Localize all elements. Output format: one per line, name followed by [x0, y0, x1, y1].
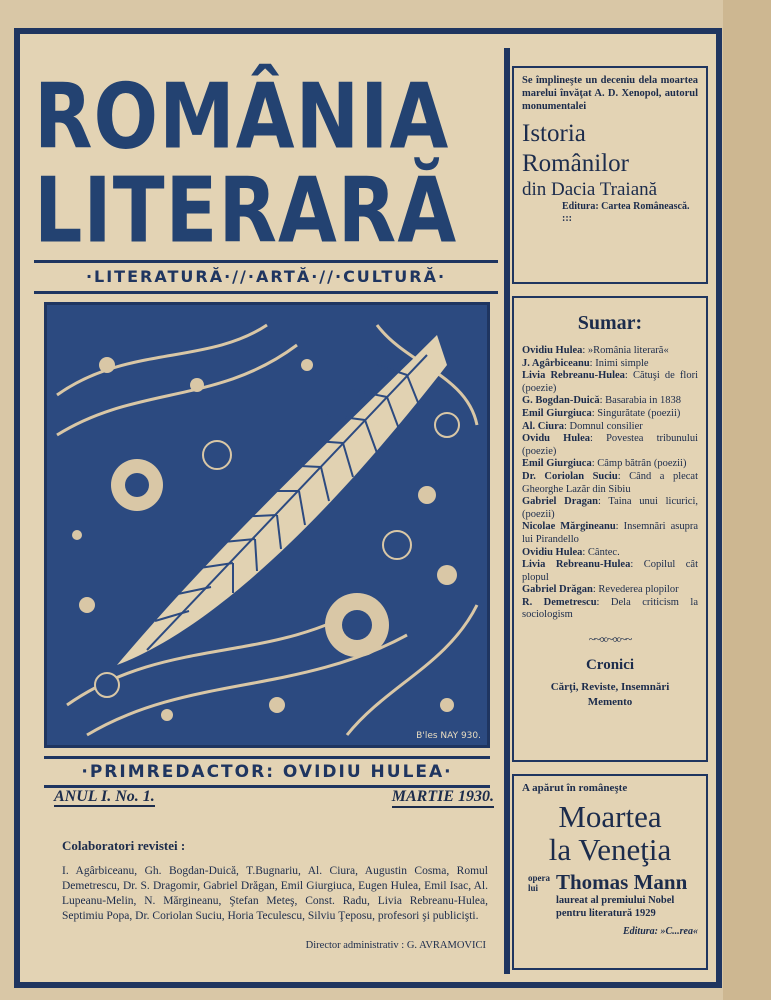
- mann-title-1: Moartea: [558, 799, 662, 834]
- editor-in-chief-bar: ·PRIMREDACTOR: OVIDIU HULEA·: [44, 756, 490, 788]
- director-line: [306, 940, 486, 951]
- director-name: G. AVRAMOVICI: [406, 940, 486, 951]
- column-divider: [504, 48, 510, 974]
- summary-heading: Sumar:: [577, 312, 643, 334]
- summary-item: Ovidiu Hulea: Cântec.: [522, 546, 620, 558]
- summary-item: Dr. Coriolan Suciu: Când a plecat Gheorghe Lazăr din Sibiu: [522, 470, 699, 495]
- opera-lui-label: opera lui: [528, 872, 550, 893]
- mann-laureate-note: laureat al premiului Nobel pentru literatură 1929: [556, 895, 675, 919]
- summary-item: Ovidiu Hulea: »România literară«: [522, 345, 669, 356]
- summary-item: Ovidu Hulea: Povestea tribunului (poezie): [522, 433, 698, 457]
- cronici-heading: Cronici: [585, 657, 635, 674]
- feather-floral-illustration: [47, 305, 487, 745]
- xenopol-publisher: Editura: Cartea Românească. :::: [562, 201, 690, 224]
- summary-item: Emil Giurgiuca: Câmp bătrân (poezii): [522, 458, 687, 470]
- masthead-line-1: ROMÂNIA: [34, 63, 450, 169]
- xenopol-title-1: Istoria: [522, 120, 586, 147]
- ornament-divider: ~~∞~∞~~: [588, 632, 632, 647]
- mann-author: Thomas Mann: [556, 870, 688, 894]
- xenopol-title-2: Românilor: [522, 150, 629, 177]
- cronici-line-1: Cărţi, Reviste, Insemnări: [550, 681, 670, 694]
- mann-author-row: [522, 870, 698, 895]
- mann-advert-box: [512, 774, 708, 970]
- summary-item: J. Agârbiceanu: Inimi simple: [522, 357, 649, 369]
- xenopol-box: [512, 66, 708, 284]
- issue-row: [54, 788, 494, 806]
- summary-item: Gabriel Dragan: Taina unui licurici, (poezii): [522, 496, 698, 520]
- artist-signature: B'les NAY 930.: [416, 731, 481, 741]
- masthead-line-2: LITERARĂ: [34, 157, 458, 263]
- cronici-line-2: Memento: [587, 696, 633, 709]
- mann-intro: A apărut în româneşte: [522, 782, 628, 794]
- cronici-items: [522, 680, 698, 710]
- cover-illustration: [44, 302, 490, 748]
- summary-item: R. Demetrescu: Dela criticism la sociologism: [522, 596, 698, 621]
- summary-item: Nicolae Mărgineanu: Insemnări asupra lui Pirandello: [522, 521, 698, 545]
- left-column: [34, 48, 504, 974]
- issue-date: MARTIE 1930.: [392, 788, 494, 808]
- summary-item: Livia Rebreanu-Hulea: Cătuşi de flori (poezie): [522, 370, 698, 394]
- summary-item: Emil Giurgiuca: Singurătate (poezii): [522, 407, 681, 419]
- summary-item: Livia Rebreanu-Hulea: Copilul cât plopul: [522, 559, 698, 583]
- page-edge-shadow: [723, 0, 771, 1000]
- mann-publisher: Editura: »C...rea«: [622, 926, 698, 937]
- issue-number: ANUL I. No. 1.: [54, 788, 155, 805]
- mann-title-2: la Veneţia: [548, 832, 672, 867]
- summary-item: Al. Ciura: Domnul consilier: [522, 420, 643, 432]
- magazine-cover: [14, 28, 722, 988]
- summary-item: Gabriel Drăgan: Revederea plopilor: [522, 584, 679, 596]
- summary-item: G. Bogdan-Duică: Basarabia in 1838: [522, 395, 681, 407]
- contributors-list: I. Agârbiceanu, Gh. Bogdan-Duică, T.Bugnariu, Al. Ciura, Augustin Cosma, Romul Demetrescu, Dr. S. Dragomir, Gabriel Drăgan, Emil Giurgiuca, Eugen Hulea, Emil Isac, Al. Lupeanu-Melin, N. Mărgineanu, Ştefan Meteş, Const. Radu, Livia Rebreanu-Hulea, Septimiu Popa, Dr. Coriolan Suciu, Horia Teculescu, Silviu Ţeposu, profesori şi publicişti.: [62, 865, 488, 922]
- xenopol-intro: Se împlineşte un deceniu dela moartea marelui învăţat A. D. Xenopol, autorul monumentalei: [522, 75, 698, 112]
- xenopol-title-3: din Dacia Traiană: [522, 179, 658, 200]
- summary-list: [522, 345, 698, 622]
- summary-box: [512, 296, 708, 762]
- motto-bar: ·LITERATURĂ·//·ARTĂ·//·CULTURĂ·: [34, 260, 498, 294]
- contributors-title: Colaboratori revistei :: [62, 838, 186, 853]
- right-column: [512, 48, 712, 974]
- director-label: Director administrativ :: [305, 940, 405, 951]
